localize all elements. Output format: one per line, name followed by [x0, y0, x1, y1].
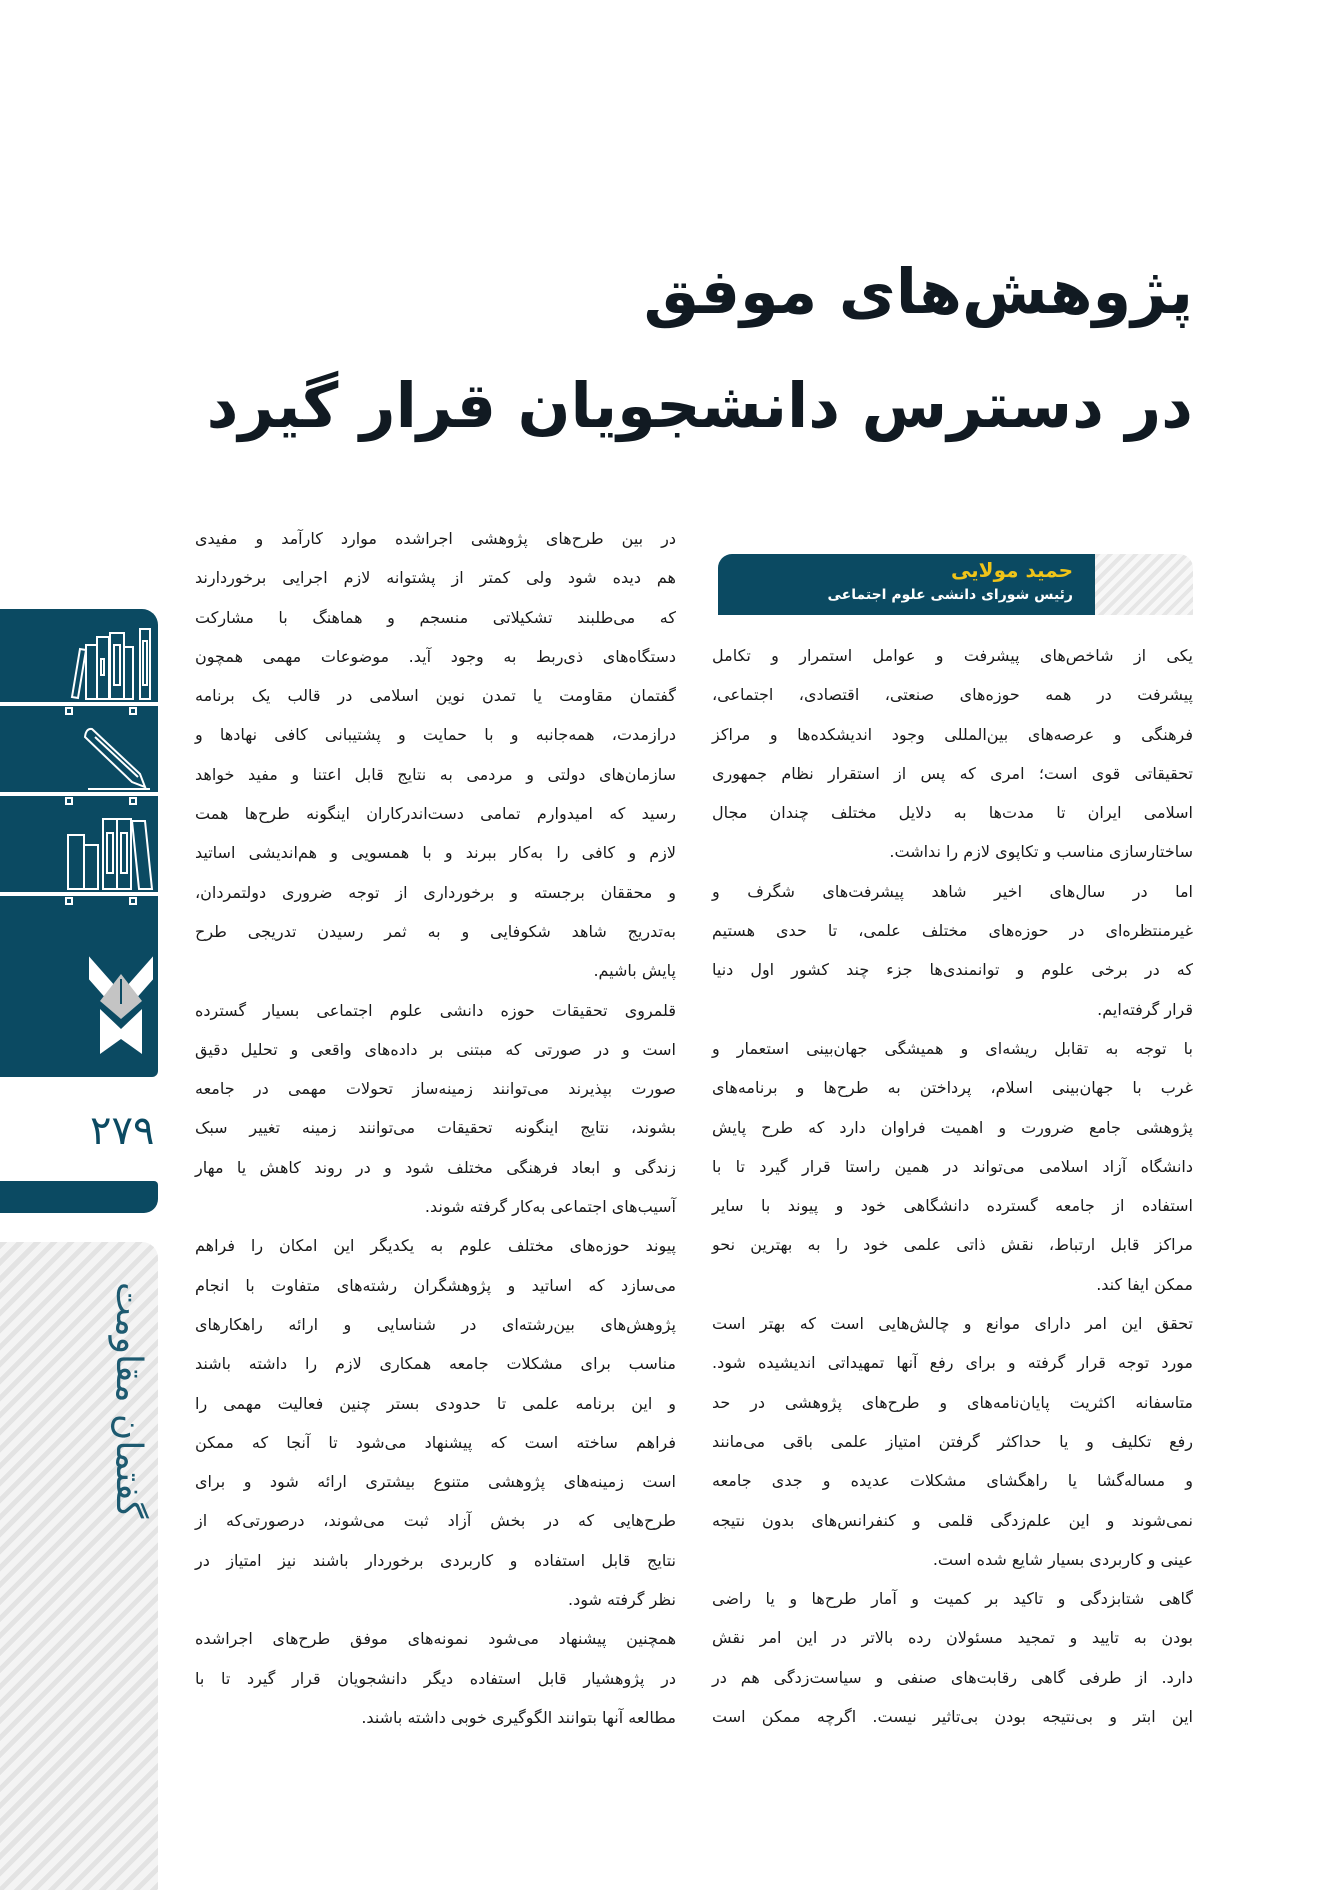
text-line: هم دیده شود ولی کمتر از پشتوانه لازم اجرایی برخوردارند	[195, 568, 676, 588]
text-line: طرح‌هایی که در بخش آزاد ثبت می‌شوند، درصورتی‌که از	[195, 1511, 676, 1531]
text-line: پژوهشی جامع ضرورت و اهمیت فراوان دارد که طرح پایش	[712, 1117, 1193, 1137]
author-box	[718, 554, 1193, 615]
text-line: تحقق این امر دارای موانع و چالش‌هایی است که بهتر است	[712, 1314, 1193, 1334]
text-line: صورت بپذیرند می‌توانند زمینه‌ساز تحولات مهمی در جامعه	[195, 1079, 676, 1099]
text-line: نظر گرفته شود.	[568, 1590, 676, 1610]
text-line: این ابتر و بی‌نتیجه بودن بی‌تاثیر نیست. اگرچه ممکن است	[712, 1707, 1193, 1727]
text-line: نتایج قابل استفاده و کاربردی برخوردار باشند نیز امتیاز در	[195, 1550, 676, 1570]
text-line: و محققان برجسته و برخورداری از توجه ضروری دولتمردان،	[195, 882, 676, 902]
text-line: ساختارسازی مناسب و تکاپوی لازم را نداشت.	[889, 842, 1193, 862]
text-line: گاهی شتابزدگی و تاکید بر کمیت و آمار طرح‌ها و یا راضی	[712, 1589, 1193, 1609]
text-line: تحقیقاتی قوی است؛ امری که پس از استقرار نظام جمهوری	[712, 763, 1193, 783]
text-line: نمی‌شوند و این علم‌زدگی قلمی و کنفرانس‌های بدون نتیجه	[712, 1510, 1193, 1530]
author-banner	[718, 554, 1095, 615]
text-line: بودن به تایید و تمجید مسئولان رده بالاتر در این امر نقش	[712, 1628, 1193, 1648]
text-line: اما در سال‌های اخیر شاهد پیشرفت‌های شگرف و	[712, 881, 1193, 901]
books-icon	[0, 819, 158, 904]
text-line: در پژوهشیار قابل استفاده دیگر دانشجویان قرار گیرد تا با	[195, 1668, 676, 1688]
text-line: است زمینه‌های پژوهشی متنوع بیشتری ارائه شود و برای	[195, 1472, 676, 1492]
text-line: دارد. از طرفی گاهی رقابت‌های صنفی و سیاست‌زدگی هم در	[712, 1667, 1193, 1687]
text-line: قلمروی تحقیقات حوزه دانشی علوم اجتماعی بسیار گسترده	[195, 1000, 676, 1020]
text-line: که در برخی علوم و توانمندی‌ها جزء چند کشور اول دنیا	[712, 960, 1193, 980]
text-line: لازم و کافی را به‌کار ببرند و با همسویی و هم‌اندیشی اساتید	[195, 843, 676, 863]
text-line: در بین طرح‌های پژوهشی اجراشده موارد کارآمد و مفیدی	[195, 529, 676, 548]
section-title: گفتمان مقاومت	[108, 1282, 149, 1519]
university-logo-icon	[90, 959, 152, 1054]
text-line: درازمدت، همه‌جانبه و با حمایت و پشتیبانی کافی نهادها و	[195, 725, 676, 745]
text-line: همچنین پیشنهاد می‌شود نمونه‌های موفق طرح‌های اجراشده	[195, 1629, 676, 1649]
text-line: اسلامی ایران تا مدت‌ها به دلایل مختلف چندان مجال	[712, 803, 1193, 823]
text-line: عینی و کاربردی بسیار شایع شده است.	[932, 1549, 1193, 1569]
text-line: رفع تکلیف و یا حداکثر گرفتن امتیاز علمی باقی می‌مانند	[712, 1431, 1193, 1451]
text-line: است و در صورتی که مبتنی بر داده‌های واقعی و تحلیل دقیق	[195, 1039, 676, 1059]
author-name: حمید مولایی	[950, 558, 1073, 582]
text-line: آسیب‌های اجتماعی به‌کار گرفته شوند.	[424, 1197, 676, 1217]
text-line: پژوهش‌های بین‌رشته‌ای در شناسایی و ارائه راهکارهای	[195, 1314, 676, 1334]
text-line: می‌سازد که اساتید و پژوهشگران رشته‌های متفاوت با انجام	[195, 1275, 676, 1295]
author-role: رئیس شورای دانشی علوم اجتماعی	[827, 587, 1073, 603]
text-line: یکی از شاخص‌های پیشرفت و عوامل استمرار و تکامل	[712, 646, 1193, 665]
sidebar-bar	[0, 1181, 158, 1213]
text-line: پایش باشیم.	[593, 961, 676, 981]
text-line: مراکز قابل ارتباط، نقش ذاتی علمی خود را به بهترین نحو	[712, 1235, 1193, 1255]
pencil-icon	[0, 729, 158, 804]
left-text-column	[195, 519, 676, 1737]
text-line: ممکن ایفا کند.	[1096, 1274, 1193, 1294]
sidebar-icon-panel	[0, 609, 158, 1077]
text-line: و مساله‌گشا یا راهگشای مشکلات عدیده و جدی جامعه	[712, 1471, 1193, 1491]
text-line: و این برنامه علمی تا حدودی بستر چنین فعالیت مهمی را	[195, 1393, 676, 1413]
text-line: زندگی و ابعاد فرهنگی مختلف شود و در روند کاهش یا مهار	[195, 1157, 676, 1177]
right-text-column	[712, 636, 1193, 1736]
text-line: گفتمان مقاومت یا تمدن نوین اسلامی در قالب یک برنامه	[195, 686, 676, 706]
text-line: دستگاه‌های ذی‌ربط به وجود آید. موضوعات مهمی همچون	[195, 646, 676, 666]
article-title-line-1: پژوهش‌های موفق	[643, 255, 1193, 328]
text-line: مطالعه آنها بتوانند الگوگیری خوبی داشته باشند.	[361, 1707, 676, 1727]
text-line: که می‌طلبند تشکیلاتی منسجم و هماهنگ با مشارکت	[195, 607, 676, 627]
text-line: غیرمنتظره‌ای در حوزه‌های مختلف علمی، تا حدی هستیم	[712, 921, 1193, 941]
text-line: مورد توجه قرار گرفته و برای رفع آنها تمهیداتی اندیشیده شود.	[712, 1353, 1193, 1373]
text-line: متاسفانه اکثریت پایان‌نامه‌های و طرح‌های پژوهشی در حد	[712, 1392, 1193, 1412]
article-title-line-2: در دسترس دانشجویان قرار گیرد	[206, 369, 1193, 442]
text-line: پیوند حوزه‌های مختلف علوم به یکدیگر این امکان را فراهم	[195, 1236, 676, 1256]
text-line: فراهم ساخته است که پیشنهاد می‌شود تا آنجا که ممکن	[195, 1432, 676, 1452]
author-hatch-decoration	[1095, 554, 1193, 615]
text-line: غرب با جهان‌بینی اسلام، پرداختن به طرح‌ها و برنامه‌های	[712, 1078, 1193, 1098]
text-line: پیشرفت در همه حوزه‌های صنعتی، اقتصادی، اجتماعی،	[712, 685, 1193, 705]
text-line: با توجه به تقابل ریشه‌ای و همیشگی جهان‌بینی استعمار و	[712, 1038, 1193, 1058]
text-line: به‌تدریج شاهد شکوفایی و به ثمر رسیدن تدریجی طرح	[195, 921, 676, 941]
text-line: مناسب برای مشکلات جامعه همکاری لازم را داشته باشند	[195, 1354, 676, 1374]
text-line: بشوند، نتایج اینگونه تحقیقات می‌توانند زمینه تغییر سبک	[195, 1118, 676, 1138]
page-number: ۲۷۹	[90, 1108, 155, 1154]
text-line: استفاده از جامعه گسترده دانشگاهی خود و پیوند با سایر	[712, 1196, 1193, 1216]
text-line: دانشگاه آزاد اسلامی می‌تواند در همین راستا قرار گیرد تا با	[712, 1156, 1193, 1176]
text-line: قرار گرفته‌ایم.	[1097, 999, 1193, 1019]
text-line: سازمان‌های دولتی و مردمی به نتایج قابل اعتنا و مفید خواهد	[195, 764, 676, 784]
text-line: رسید که امیدوارم تمامی دست‌اندرکاران اینگونه طرح‌ها همت	[195, 804, 676, 824]
books-shelf-icon	[0, 629, 158, 714]
text-line: فرهنگی و عرصه‌های بین‌المللی وجود اندیشکده‌ها و مراکز	[712, 724, 1193, 744]
